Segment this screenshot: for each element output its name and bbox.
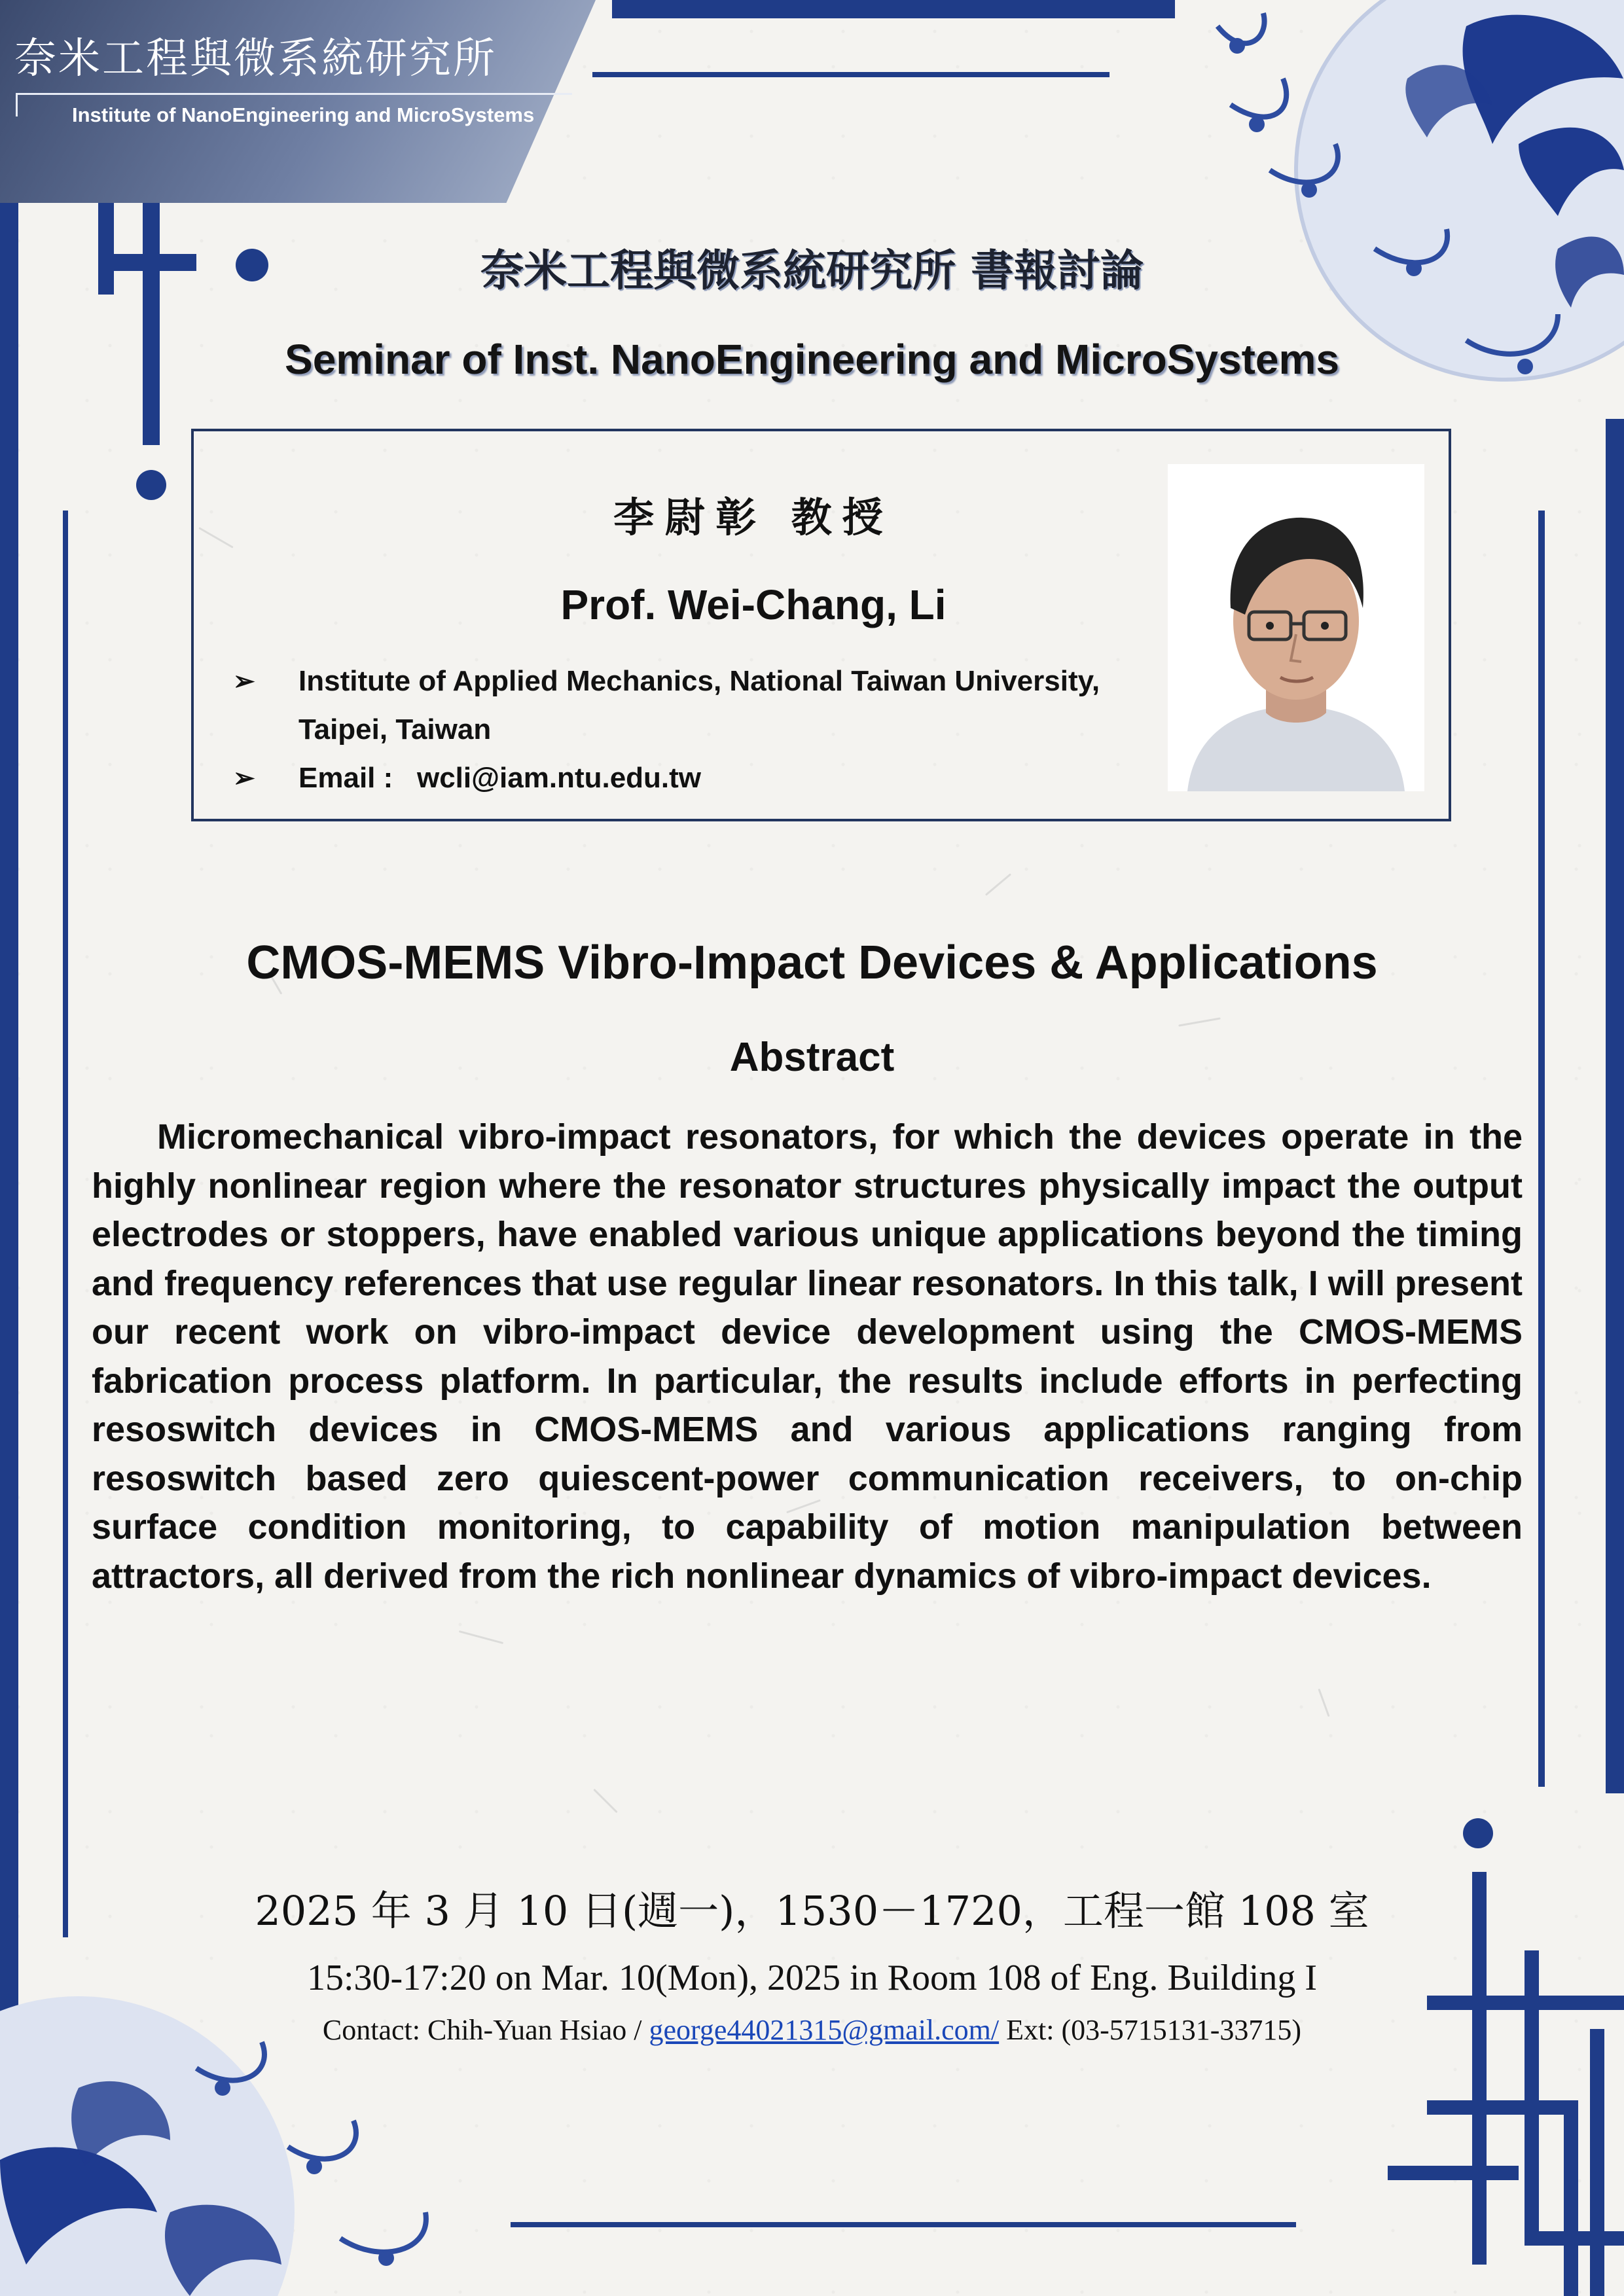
seminar-title-cn: 奈米工程與微系統研究所 書報討論 [480,245,1144,296]
left-border-inner [63,511,68,1937]
top-stripe [612,0,1175,18]
schedule-en: 15:30-17:20 on Mar. 10(Mon), 2025 in Room 108 of Eng. Building I [306,1958,1318,1998]
speaker-name-en: Prof. Wei-Chang, Li [560,581,947,628]
abstract-heading: Abstract [729,1035,895,1080]
left-dot-2 [136,470,166,500]
contact-prefix: Contact: Chih-Yuan Hsiao / [322,2014,649,2046]
email-label: Email : [298,762,393,794]
arrow-bullet-icon: ➢ [233,764,255,793]
speaker-portrait-icon [1168,464,1424,791]
affiliation-line2: Taipei, Taiwan [298,713,492,745]
speaker-name-cn: 李尉彰 教授 [613,493,893,541]
left-border-outer [0,203,18,2088]
arrow-bullet-icon: ➢ [233,667,255,696]
banner-institute-cn: 奈米工程與微系統研究所 [14,35,497,83]
bottom-line [511,2222,1296,2227]
right-border-outer [1606,419,1624,1793]
contact-line [0,2013,1624,2047]
affiliation-line1: Institute of Applied Mechanics, National Taiwan University, [298,665,1100,697]
speaker-box [191,429,1451,821]
email-address[interactable]: wcli@iam.ntu.edu.tw [416,762,702,794]
abstract-body: Micromechanical vibro-impact resonators, for which the devices operate in the highly nonlinear region where the resonator structures physically impact the output electrodes or stoppers, have enabled various unique applications beyond the timing and frequency references that use regular linear resonators. In this talk, I will present our recent work on vibro-impact device development using the CMOS-MEMS fabrication process platform. In particular, the results include efforts in perfecting resoswitch devices in CMOS-MEMS and various applications ranging from resoswitch based zero quiescent-power communication receivers, to on-chip surface condition monitoring, to capability of motion manipulation between attractors, all derived from the rich nonlinear dynamics of vibro-impact devices. [92,1117,1523,1596]
top-thin-stripe [592,72,1110,77]
seminar-title-en: Seminar of Inst. NanoEngineering and MicroSystems [285,336,1339,383]
contact-suffix: Ext: (03-5715131-33715) [999,2014,1302,2046]
right-border-inner [1538,511,1545,1787]
speaker-photo [1168,464,1424,791]
talk-title: CMOS-MEMS Vibro-Impact Devices & Applications [246,937,1378,989]
banner-divider-tick [16,93,18,117]
banner-institute-en: Institute of NanoEngineering and MicroSystems [72,103,535,126]
banner-divider [16,93,572,95]
contact-email-link[interactable]: george44021315@gmail.com/ [649,2014,1000,2046]
right-dot [1463,1818,1493,1848]
schedule-cn: 2025 年 3 月 10 日(週一)，1530－1720，工程一館 108 室 [255,1887,1369,1935]
